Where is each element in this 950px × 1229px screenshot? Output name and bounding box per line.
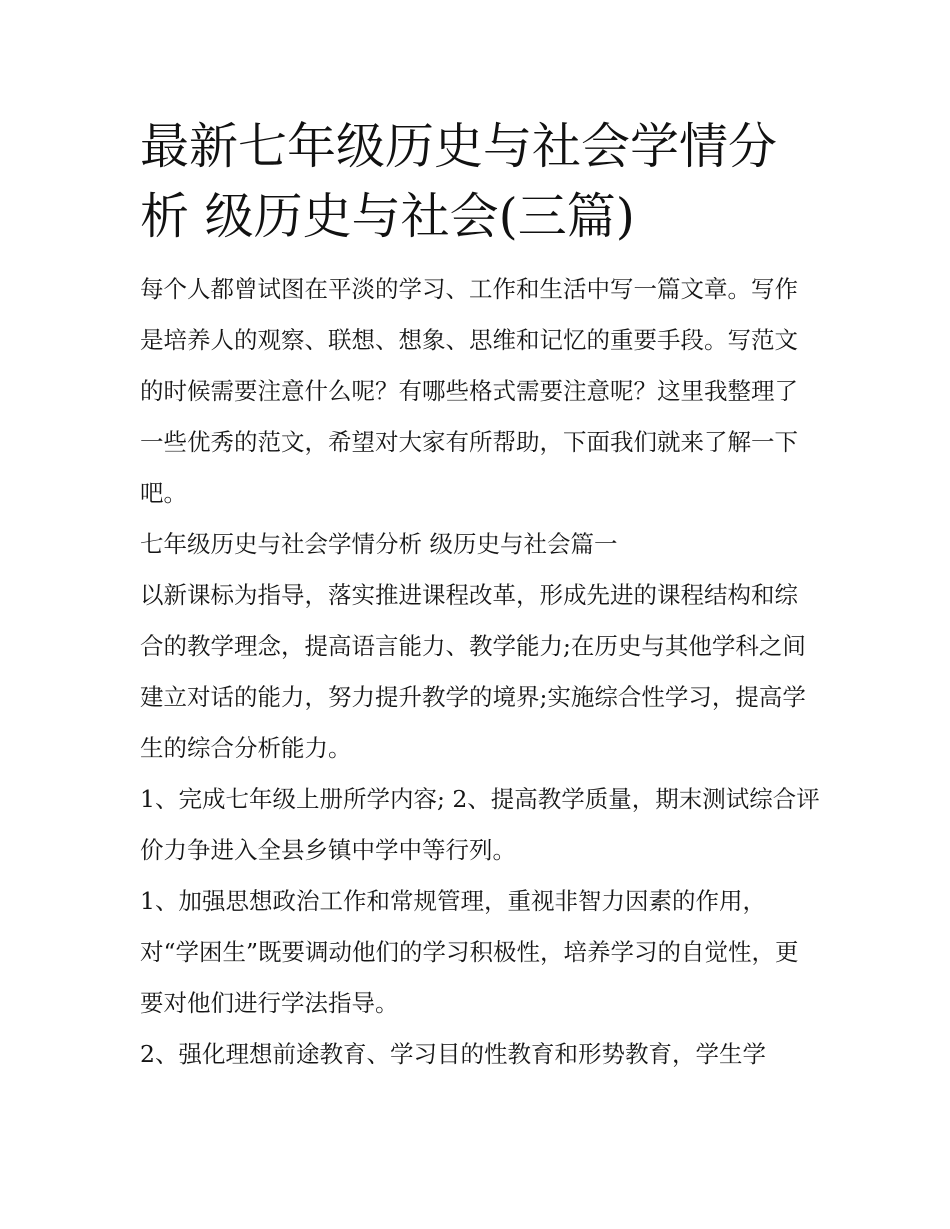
document-title: 最新七年级历史与社会学情分析 级历史与社会(三篇)	[140, 118, 778, 245]
body-paragraph-1: 以新课标为指导，落实推进课程改革，形成先进的课程结构和综合的教学理念，提高语言能力、教学能力;在历史与其他学科之间建立对话的能力，努力提升教学的境界;实施综合性学习，提高学生的综合分析能力。	[140, 581, 806, 762]
body-paragraph-4: 2、强化理想前途教育、学习目的性教育和形势教育，学生学	[140, 1040, 766, 1068]
body-paragraph-2: 1、完成七年级上册所学内容; 2、提高教学质量，期末测试综合评价力争进入全县乡镇中学中等行列。	[140, 785, 820, 864]
section-heading: 七年级历史与社会学情分析 级历史与社会篇一	[140, 530, 618, 558]
body-paragraph-3: 1、加强思想政治工作和常规管理，重视非智力因素的作用，对“学困生”既要调动他们的学习积极性，培养学习的自觉性，更要对他们进行学法指导。	[140, 887, 799, 1017]
intro-paragraph: 每个人都曾试图在平淡的学习、工作和生活中写一篇文章。写作是培养人的观察、联想、想象、思维和记忆的重要手段。写范文的时候需要注意什么呢？有哪些格式需要注意呢？这里我整理了一些优秀的范文，希望对大家有所帮助，下面我们就来了解一下吧。	[140, 275, 798, 507]
document-content	[140, 112, 820, 1080]
